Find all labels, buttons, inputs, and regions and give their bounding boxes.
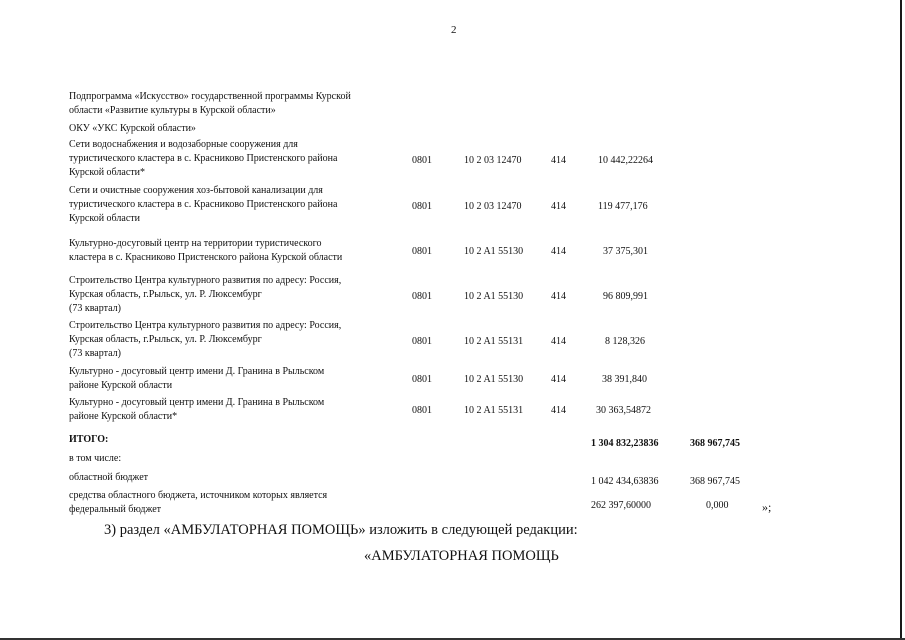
row-3-desc-line-1: Культурно-досуговый центр на территории туристического [69, 238, 322, 249]
row-5-desc-line-1: Строительство Центра культурного развития по адресу: Россия, [69, 320, 342, 331]
row-7-section-code: 0801 [412, 405, 432, 416]
row-7-amount: 30 363,54872 [596, 405, 651, 416]
row-5-amount: 8 128,326 [605, 336, 645, 347]
row-3-target-article: 10 2 A1 55130 [464, 246, 524, 257]
row-2-expense-kind: 414 [551, 201, 566, 212]
including-label: в том числе: [69, 453, 122, 464]
row-3-section-code: 0801 [412, 246, 432, 257]
subprogram-line-1: Подпрограмма «Искусство» государственной программы Курской [69, 91, 351, 102]
total-label: ИТОГО: [69, 434, 109, 445]
row-4-desc-line-3: (73 квартал) [69, 303, 121, 314]
row-3-expense-kind: 414 [551, 246, 566, 257]
row-6-section-code: 0801 [412, 374, 432, 385]
regional-budget-label: областной бюджет [69, 472, 149, 483]
row-6-desc-line-2: районе Курской области [69, 380, 173, 391]
row-3-desc-line-2: кластера в с. Красниково Пристенского района Курской области [69, 252, 343, 263]
closing-quote-mark: »; [762, 500, 772, 514]
row-3-amount: 37 375,301 [603, 246, 648, 257]
total-amount-2: 368 967,745 [690, 438, 740, 449]
scan-edge-right [900, 0, 902, 640]
row-2-target-article: 10 2 03 12470 [464, 201, 522, 212]
row-6-target-article: 10 2 A1 55130 [464, 374, 524, 385]
row-5-expense-kind: 414 [551, 336, 566, 347]
row-5-desc-line-3: (73 квартал) [69, 348, 121, 359]
row-6-desc-line-1: Культурно - досуговый центр имени Д. Гранина в Рыльском [69, 366, 325, 377]
row-4-desc-line-2: Курская область, г.Рыльск, ул. Р. Люксембург [69, 289, 262, 300]
regional-amount-2: 368 967,745 [690, 476, 740, 487]
row-6-expense-kind: 414 [551, 374, 566, 385]
row-1-expense-kind: 414 [551, 155, 566, 166]
row-4-desc-line-1: Строительство Центра культурного развития по адресу: Россия, [69, 275, 342, 286]
row-1-target-article: 10 2 03 12470 [464, 155, 522, 166]
row-6-amount: 38 391,840 [602, 374, 647, 385]
row-7-desc-line-2: районе Курской области* [69, 411, 178, 422]
federal-amount-2: 0,000 [706, 500, 729, 511]
total-amount-1: 1 304 832,23836 [591, 438, 659, 449]
regional-amount-1: 1 042 434,63836 [591, 476, 659, 487]
row-7-target-article: 10 2 A1 55131 [464, 405, 524, 416]
row-5-section-code: 0801 [412, 336, 432, 347]
row-4-amount: 96 809,991 [603, 291, 648, 302]
row-4-section-code: 0801 [412, 291, 432, 302]
row-4-expense-kind: 414 [551, 291, 566, 302]
row-7-desc-line-1: Культурно - досуговый центр имени Д. Гранина в Рыльском [69, 397, 325, 408]
row-1-desc-line-3: Курской области* [69, 167, 145, 178]
section-heading: «АМБУЛАТОРНАЯ ПОМОЩЬ [364, 548, 559, 564]
row-7-expense-kind: 414 [551, 405, 566, 416]
page-number: 2 [451, 24, 457, 36]
row-2-section-code: 0801 [412, 201, 432, 212]
row-2-amount: 119 477,176 [598, 201, 648, 212]
federal-source-line-2: федеральный бюджет [69, 504, 162, 515]
row-2-desc-line-1: Сети и очистные сооружения хоз-бытовой канализации для [69, 185, 323, 196]
row-5-target-article: 10 2 A1 55131 [464, 336, 524, 347]
federal-amount-1: 262 397,60000 [591, 500, 651, 511]
section-3-instruction: 3) раздел «АМБУЛАТОРНАЯ ПОМОЩЬ» изложить в следующей редакции: [104, 522, 578, 538]
row-4-target-article: 10 2 A1 55130 [464, 291, 524, 302]
row-1-desc-line-2: туристического кластера в с. Красниково Пристенского района [69, 153, 338, 164]
row-5-desc-line-2: Курская область, г.Рыльск, ул. Р. Люксембург [69, 334, 262, 345]
organization-name: ОКУ «УКС Курской области» [69, 123, 196, 134]
row-1-section-code: 0801 [412, 155, 432, 166]
subprogram-line-2: области «Развитие культуры в Курской области» [69, 105, 276, 116]
row-1-amount: 10 442,22264 [598, 155, 653, 166]
row-2-desc-line-2: туристического кластера в с. Красниково Пристенского района [69, 199, 338, 210]
row-1-desc-line-1: Сети водоснабжения и водозаборные сооружения для [69, 139, 298, 150]
federal-source-line-1: средства областного бюджета, источником которых является [69, 490, 328, 501]
row-2-desc-line-3: Курской области [69, 213, 140, 224]
